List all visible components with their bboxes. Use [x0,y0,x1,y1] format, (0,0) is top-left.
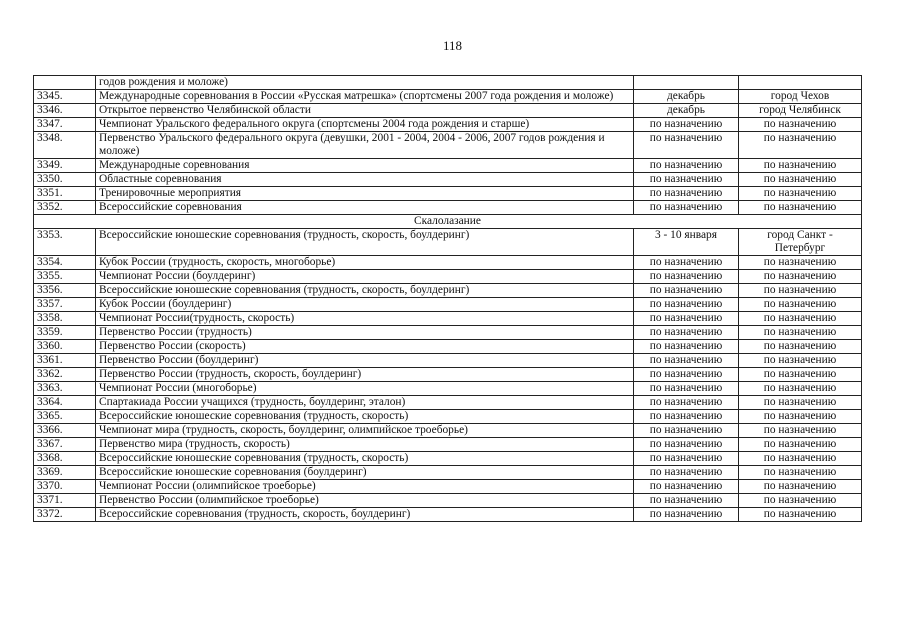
event-place: по назначению [739,118,862,132]
event-name: Всероссийские юношеские соревнования (трудность, скорость) [96,452,634,466]
row-number: 3350. [34,173,96,187]
row-number: 3367. [34,438,96,452]
event-place: по назначению [739,452,862,466]
table-row-continuation [34,76,862,90]
event-place: по назначению [739,270,862,284]
event-name: Всероссийские соревнования [96,201,634,215]
event-date: по назначению [634,173,739,187]
table-row [34,410,862,424]
event-place: по назначению [739,480,862,494]
event-name: Первенство России (трудность) [96,326,634,340]
event-place: по назначению [739,508,862,522]
page-number: 118 [442,38,463,53]
row-number: 3347. [34,118,96,132]
table-row [34,424,862,438]
event-date: по назначению [634,256,739,270]
table-row [34,326,862,340]
table-row [34,284,862,298]
table-row [34,256,862,270]
table-row [34,368,862,382]
row-number [34,76,96,90]
table-row [34,480,862,494]
table-row [34,270,862,284]
row-number: 3372. [34,508,96,522]
events-table [33,75,862,522]
row-number: 3357. [34,298,96,312]
row-number: 3370. [34,480,96,494]
table-row [34,508,862,522]
event-date: по назначению [634,118,739,132]
event-date: по назначению [634,298,739,312]
event-date: 3 - 10 января [634,229,739,256]
event-date: по назначению [634,438,739,452]
event-date: по назначению [634,326,739,340]
table-row [34,229,862,256]
event-name: Чемпионат России (боулдеринг) [96,270,634,284]
event-name: Всероссийские юношеские соревнования (трудность, скорость) [96,410,634,424]
event-name: Первенство России (трудность, скорость, боулдеринг) [96,368,634,382]
row-number: 3354. [34,256,96,270]
event-place: по назначению [739,466,862,480]
event-name: Первенство России (боулдеринг) [96,354,634,368]
table-row [34,340,862,354]
event-date: по назначению [634,466,739,480]
event-name: Всероссийские юношеские соревнования (боулдеринг) [96,466,634,480]
event-place: по назначению [739,298,862,312]
row-number: 3358. [34,312,96,326]
event-place: по назначению [739,284,862,298]
event-place: город Челябинск [739,104,862,118]
event-name: Чемпионат Уральского федерального округа (спортсмены 2004 года рождения и старше) [96,118,634,132]
event-date: по назначению [634,452,739,466]
table-row [34,438,862,452]
event-place: по назначению [739,354,862,368]
table-row [34,382,862,396]
event-place: по назначению [739,173,862,187]
row-number: 3359. [34,326,96,340]
event-place: по назначению [739,159,862,173]
table-row [34,90,862,104]
section-header-row [34,215,862,229]
event-place: город Чехов [739,90,862,104]
table-row [34,396,862,410]
event-date: по назначению [634,410,739,424]
event-date: по назначению [634,368,739,382]
event-name: Международные соревнования [96,159,634,173]
event-name: Первенство России (скорость) [96,340,634,354]
event-date: по назначению [634,354,739,368]
event-name: Всероссийские юношеские соревнования (трудность, скорость, боулдеринг) [96,229,634,256]
table-row [34,187,862,201]
event-name: годов рождения и моложе) [96,76,634,90]
table-row [34,159,862,173]
row-number: 3353. [34,229,96,256]
events-table-body [34,76,862,522]
event-name: Международные соревнования в России «Русская матрешка» (спортсмены 2007 года рождения и моложе) [96,90,634,104]
event-place [739,76,862,90]
event-name: Всероссийские соревнования (трудность, скорость, боулдеринг) [96,508,634,522]
event-place: по назначению [739,396,862,410]
row-number: 3368. [34,452,96,466]
row-number: 3369. [34,466,96,480]
table-row [34,312,862,326]
event-name: Спартакиада России учащихся (трудность, боулдеринг, эталон) [96,396,634,410]
row-number: 3371. [34,494,96,508]
event-place: по назначению [739,256,862,270]
event-date: по назначению [634,424,739,438]
event-date: по назначению [634,340,739,354]
event-place: по назначению [739,382,862,396]
event-place: по назначению [739,368,862,382]
table-row [34,118,862,132]
table-row [34,132,862,159]
event-name: Чемпионат мира (трудность, скорость, боулдеринг, олимпийское троеборье) [96,424,634,438]
event-name: Первенство Уральского федерального округа (девушки, 2001 - 2004, 2004 - 2006, 2007 годов рождения и моложе) [96,132,634,159]
table-row [34,201,862,215]
row-number: 3356. [34,284,96,298]
event-place: по назначению [739,201,862,215]
table-row [34,452,862,466]
row-number: 3360. [34,340,96,354]
event-place: по назначению [739,410,862,424]
event-date: по назначению [634,382,739,396]
event-date: по назначению [634,480,739,494]
event-place: по назначению [739,187,862,201]
event-date [634,76,739,90]
row-number: 3364. [34,396,96,410]
event-date: декабрь [634,104,739,118]
event-date: по назначению [634,270,739,284]
event-date: по назначению [634,494,739,508]
table-row [34,354,862,368]
table-row [34,494,862,508]
event-date: по назначению [634,159,739,173]
event-name: Первенство России (олимпийское троеборье) [96,494,634,508]
row-number: 3366. [34,424,96,438]
event-name: Чемпионат России (многоборье) [96,382,634,396]
event-place: по назначению [739,132,862,159]
event-name: Тренировочные мероприятия [96,187,634,201]
table-row [34,298,862,312]
event-place: город Санкт - Петербург [739,229,862,256]
event-place: по назначению [739,424,862,438]
event-place: по назначению [739,494,862,508]
row-number: 3349. [34,159,96,173]
event-name: Открытое первенство Челябинской области [96,104,634,118]
event-name: Чемпионат России(трудность, скорость) [96,312,634,326]
event-name: Чемпионат России (олимпийское троеборье) [96,480,634,494]
event-name: Кубок России (боулдеринг) [96,298,634,312]
event-date: по назначению [634,508,739,522]
row-number: 3345. [34,90,96,104]
event-place: по назначению [739,340,862,354]
event-name: Кубок России (трудность, скорость, многоборье) [96,256,634,270]
event-date: по назначению [634,312,739,326]
row-number: 3351. [34,187,96,201]
row-number: 3362. [34,368,96,382]
event-place: по назначению [739,312,862,326]
event-name: Областные соревнования [96,173,634,187]
table-row [34,104,862,118]
row-number: 3365. [34,410,96,424]
row-number: 3355. [34,270,96,284]
event-name: Первенство мира (трудность, скорость) [96,438,634,452]
table-row [34,173,862,187]
event-place: по назначению [739,326,862,340]
event-date: по назначению [634,187,739,201]
event-date: по назначению [634,132,739,159]
event-date: по назначению [634,396,739,410]
event-name: Всероссийские юношеские соревнования (трудность, скорость, боулдеринг) [96,284,634,298]
event-date: декабрь [634,90,739,104]
event-date: по назначению [634,201,739,215]
table-row [34,466,862,480]
row-number: 3361. [34,354,96,368]
row-number: 3352. [34,201,96,215]
row-number: 3363. [34,382,96,396]
row-number: 3346. [34,104,96,118]
section-title: Скалолазание [34,215,862,229]
event-place: по назначению [739,438,862,452]
row-number: 3348. [34,132,96,159]
event-date: по назначению [634,284,739,298]
